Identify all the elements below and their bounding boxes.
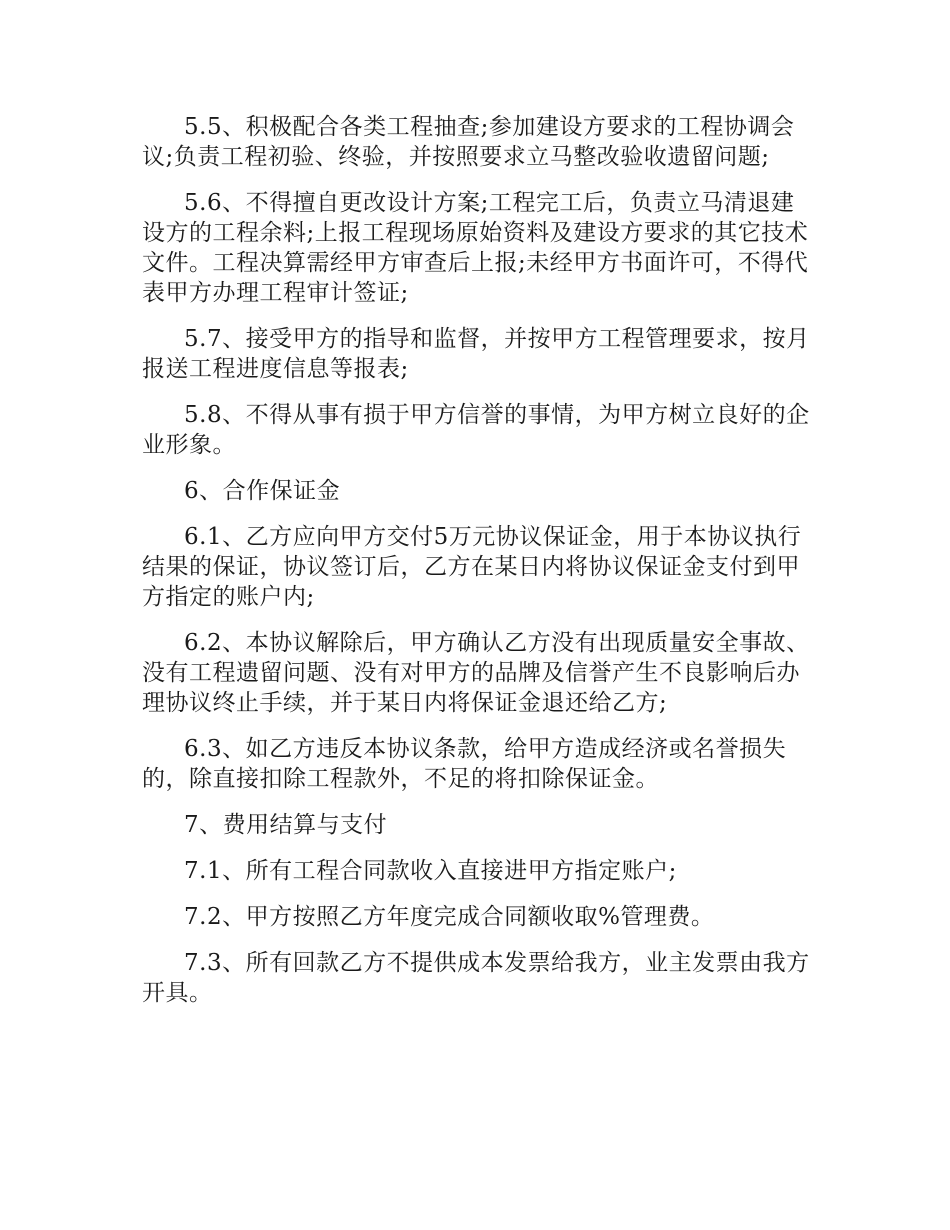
clause-6-1: 6.1、乙方应向甲方交付5万元协议保证金，用于本协议执行结果的保证，协议签订后，乙方在某日内将协议保证金支付到甲方指定的账户内; xyxy=(142,524,802,610)
clause-6-2: 6.2、本协议解除后，甲方确认乙方没有出现质量安全事故、没有工程遗留问题、没有对甲方的品牌及信誉产生不良影响后办理协议终止手续，并于某日内将保证金退还给乙方; xyxy=(142,630,810,716)
clause-7-2: 7.2、甲方按照乙方年度完成合同额收取%管理费。 xyxy=(184,904,715,930)
clause-5-8: 5.8、不得从事有损于甲方信誉的事情，为甲方树立良好的企业形象。 xyxy=(142,402,810,458)
clause-6-3: 6.3、如乙方违反本协议条款，给甲方造成经济或名誉损失的，除直接扣除工程款外，不足的将扣除保证金。 xyxy=(142,736,787,792)
clause-5-6: 5.6、不得擅自更改设计方案;工程完工后，负责立马清退建设方的工程余料;上报工程现场原始资料及建设方要求的其它技术文件。工程决算需经甲方审查后上报;未经甲方书面许可，不得代表甲方办理工程审计签证; xyxy=(142,190,809,306)
clause-7-3: 7.3、所有回款乙方不提供成本发票给我方，业主发票由我方开具。 xyxy=(142,950,810,1006)
clause-5-7: 5.7、接受甲方的指导和监督，并按甲方工程管理要求，按月报送工程进度信息等报表; xyxy=(142,326,810,382)
clause-5-5: 5.5、积极配合各类工程抽查;参加建设方要求的工程协调会议;负责工程初验、终验，并按照要求立马整改验收遗留问题; xyxy=(142,114,795,170)
section-heading-6: 6、合作保证金 xyxy=(184,478,341,504)
document-body xyxy=(142,112,814,1024)
clause-7-1: 7.1、所有工程合同款收入直接进甲方指定账户; xyxy=(184,858,677,884)
section-heading-7: 7、费用结算与支付 xyxy=(184,812,388,838)
